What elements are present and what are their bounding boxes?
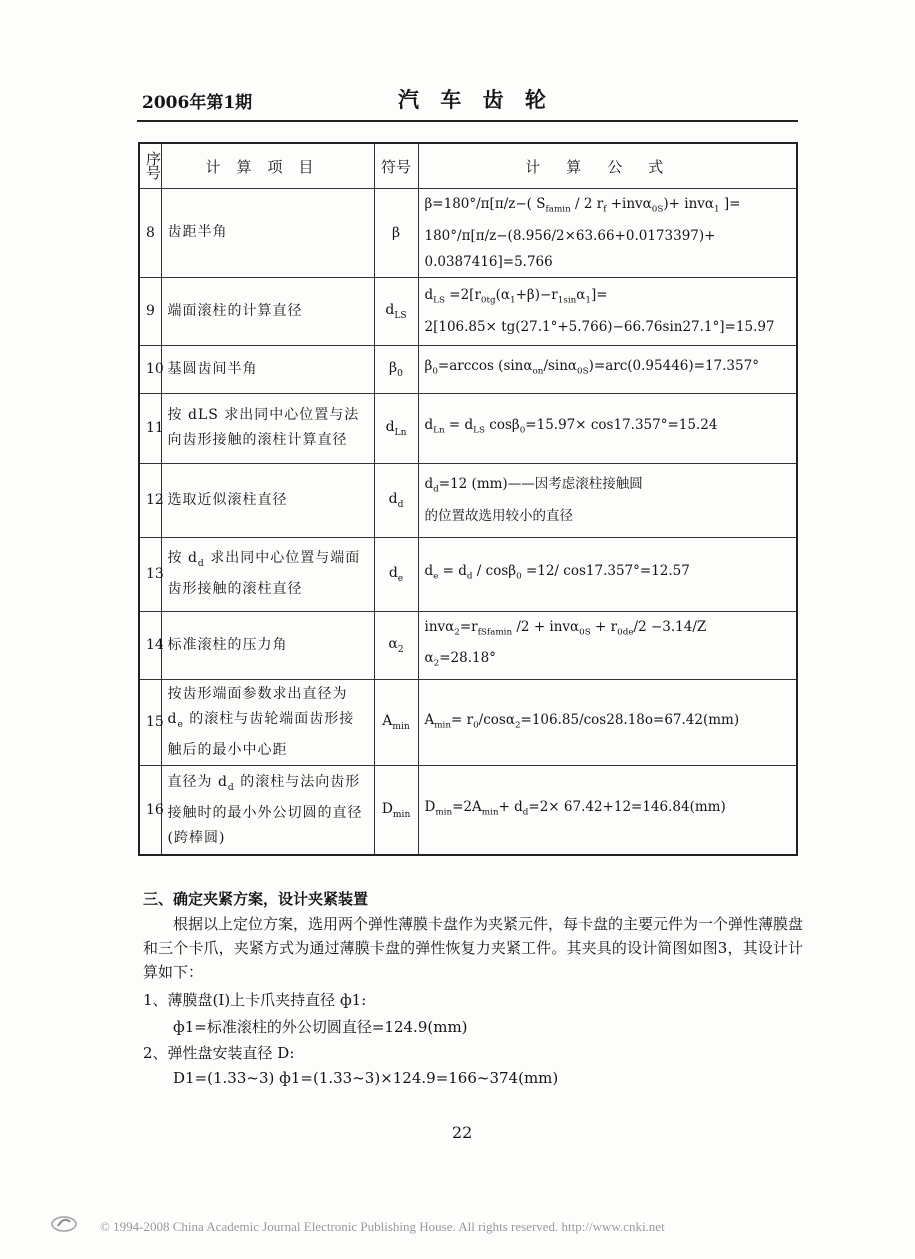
row-symbol: β [374, 189, 418, 278]
formula-line: $d_d=12$ (mm)——因考虑滚柱接触圆 [424, 476, 643, 496]
item1-title: 1、薄膜盘(Ⅰ)上卡爪夹持直径 ф1: [143, 991, 367, 1009]
formula-line: $\alpha_2=28.18^\circ$ [424, 650, 496, 670]
page-number: 22 [452, 1123, 473, 1142]
formula-line: 2[106.85× tg(27.1°+5.766)−66.76sin27.1°]=15.97 [424, 319, 775, 336]
header-symbol: 符号 [374, 143, 418, 189]
row-number: 9 [139, 277, 161, 345]
row-number: 10 [139, 345, 161, 393]
formula-line: 的位置故选用较小的直径 [424, 508, 573, 525]
item2-formula: D1=(1.33~3) ф1=(1.33~3)×124.9=166~374(mm) [173, 1069, 559, 1087]
row-formula [418, 393, 797, 463]
formula-line: $d_e = d_d / \cos\beta_0 =12/$ cos17.357°=12.57 [424, 563, 690, 583]
section-title: 三、确定夹紧方案，设计夹紧装置 [143, 890, 369, 908]
journal-title: 汽 车 齿 轮 [398, 87, 553, 112]
issue-label: 2006年第1期 [142, 93, 253, 113]
row-symbol: $\alpha_2$ [374, 611, 418, 679]
row-number: 8 [139, 189, 161, 278]
row-formula [418, 463, 797, 537]
formula-line: $A_{min}= r_0/\cos\alpha_2=106.85/\cos 28.18o=67.42(mm)$ [424, 711, 740, 731]
table-row [139, 680, 797, 766]
row-item: 标准滚柱的压力角 [161, 611, 374, 679]
row-item: 按 dLS 求出同中心位置与法向齿形接触的滚柱计算直径 [161, 393, 374, 463]
table-row [139, 611, 797, 679]
section-paragraph: 根据以上定位方案，选用两个弹性薄膜卡盘作为夹紧元件，每卡盘的主要元件为一个弹性薄膜盘和三个卡爪，夹紧方式为通过薄膜卡盘的弹性恢复力夹紧工件。其夹具的设计简图如图3，其设计计算如下： [143, 915, 804, 981]
row-symbol: $A_{min}$ [374, 680, 418, 766]
table-row [139, 345, 797, 393]
row-item: 端面滚柱的计算直径 [161, 277, 374, 345]
header-item: 计算项目 [161, 143, 374, 189]
row-item: 齿距半角 [161, 189, 374, 278]
header-rule [137, 120, 798, 122]
row-formula [418, 345, 797, 393]
row-formula [418, 611, 797, 679]
row-formula [418, 537, 797, 611]
calculation-table [138, 142, 798, 856]
row-symbol: $d_d$ [374, 463, 418, 537]
table-row [139, 189, 797, 278]
row-number: 13 [139, 537, 161, 611]
copyright-footer: © 1994-2008 China Academic Journal Electronic Publishing House. All rights reserved. http://www.cnki.net [100, 1219, 665, 1234]
row-symbol: $D_{min}$ [374, 765, 418, 855]
table-row [139, 765, 797, 855]
row-formula [418, 189, 797, 278]
formula-line: $d_{LS} =2[r_{0tg}(\alpha_1+\beta)-r_{1sin}\alpha_1]=$ [424, 287, 608, 307]
formula-line: 0.0387416]=5.766 [424, 253, 553, 270]
item1-formula: ф1=标准滚柱的外公切圆直径=124.9(mm) [173, 1018, 468, 1036]
row-number: 14 [139, 611, 161, 679]
row-symbol: $d_{Ln}$ [374, 393, 418, 463]
row-number: 16 [139, 765, 161, 855]
row-symbol: $\beta_0$ [374, 345, 418, 393]
formula-line: $inv\alpha_2=r_{fSfamin}$ $/2 + inv\alpha_{0S} + r_{0de}/2 -3.14/Z$ [424, 618, 707, 638]
formula-line: β=180°/π[π/z−( $S_{famin} / 2$ $r_f +inv\alpha_{0S})+ inv\alpha_1$ ]= [424, 196, 741, 215]
table-row [139, 537, 797, 611]
item2-title: 2、弹性盘安装直径 D: [143, 1044, 295, 1062]
row-item: 按 $d_d$ 求出同中心位置与端面齿形接触的滚柱直径 [161, 537, 374, 611]
row-formula [418, 765, 797, 855]
row-item: 选取近似滚柱直径 [161, 463, 374, 537]
row-formula [418, 277, 797, 345]
row-item: 按齿形端面参数求出直径为 $d_e$ 的滚柱与齿轮端面齿形接触后的最小中心距 [161, 680, 374, 766]
row-formula [418, 680, 797, 766]
formula-line: $\beta_0=\arccos$ (sinα$_{on}$/sinα$_{0S}$)=arc(0.95446)=17.357° [424, 358, 759, 378]
header-no: 序号 [139, 143, 161, 189]
row-symbol: $d_{LS}$ [374, 277, 418, 345]
formula-line: 180°/π[π/z−(8.956/2×63.66+0.0173397)+ [424, 227, 716, 244]
header-formula: 计算公式 [418, 143, 797, 189]
formula-line: $d_{Ln} = d_{LS}$ cosβ$_0$=15.97× cos17.357°=15.24 [424, 417, 718, 437]
row-number: 11 [139, 393, 161, 463]
row-number: 15 [139, 680, 161, 766]
row-item: 基圆齿间半角 [161, 345, 374, 393]
table-header-row [139, 143, 797, 189]
formula-line: $D_{min}=2A_{min}+ d_d=2\times 67.42+12=146.84(mm)$ [424, 799, 726, 818]
row-symbol: $d_e$ [374, 537, 418, 611]
cnki-logo-icon [50, 1214, 78, 1234]
table-row [139, 463, 797, 537]
table-row [139, 393, 797, 463]
row-number: 12 [139, 463, 161, 537]
row-item: 直径为 $d_d$ 的滚柱与法向齿形接触时的最小外公切圆的直径(跨棒圆) [161, 765, 374, 855]
table-row [139, 277, 797, 345]
